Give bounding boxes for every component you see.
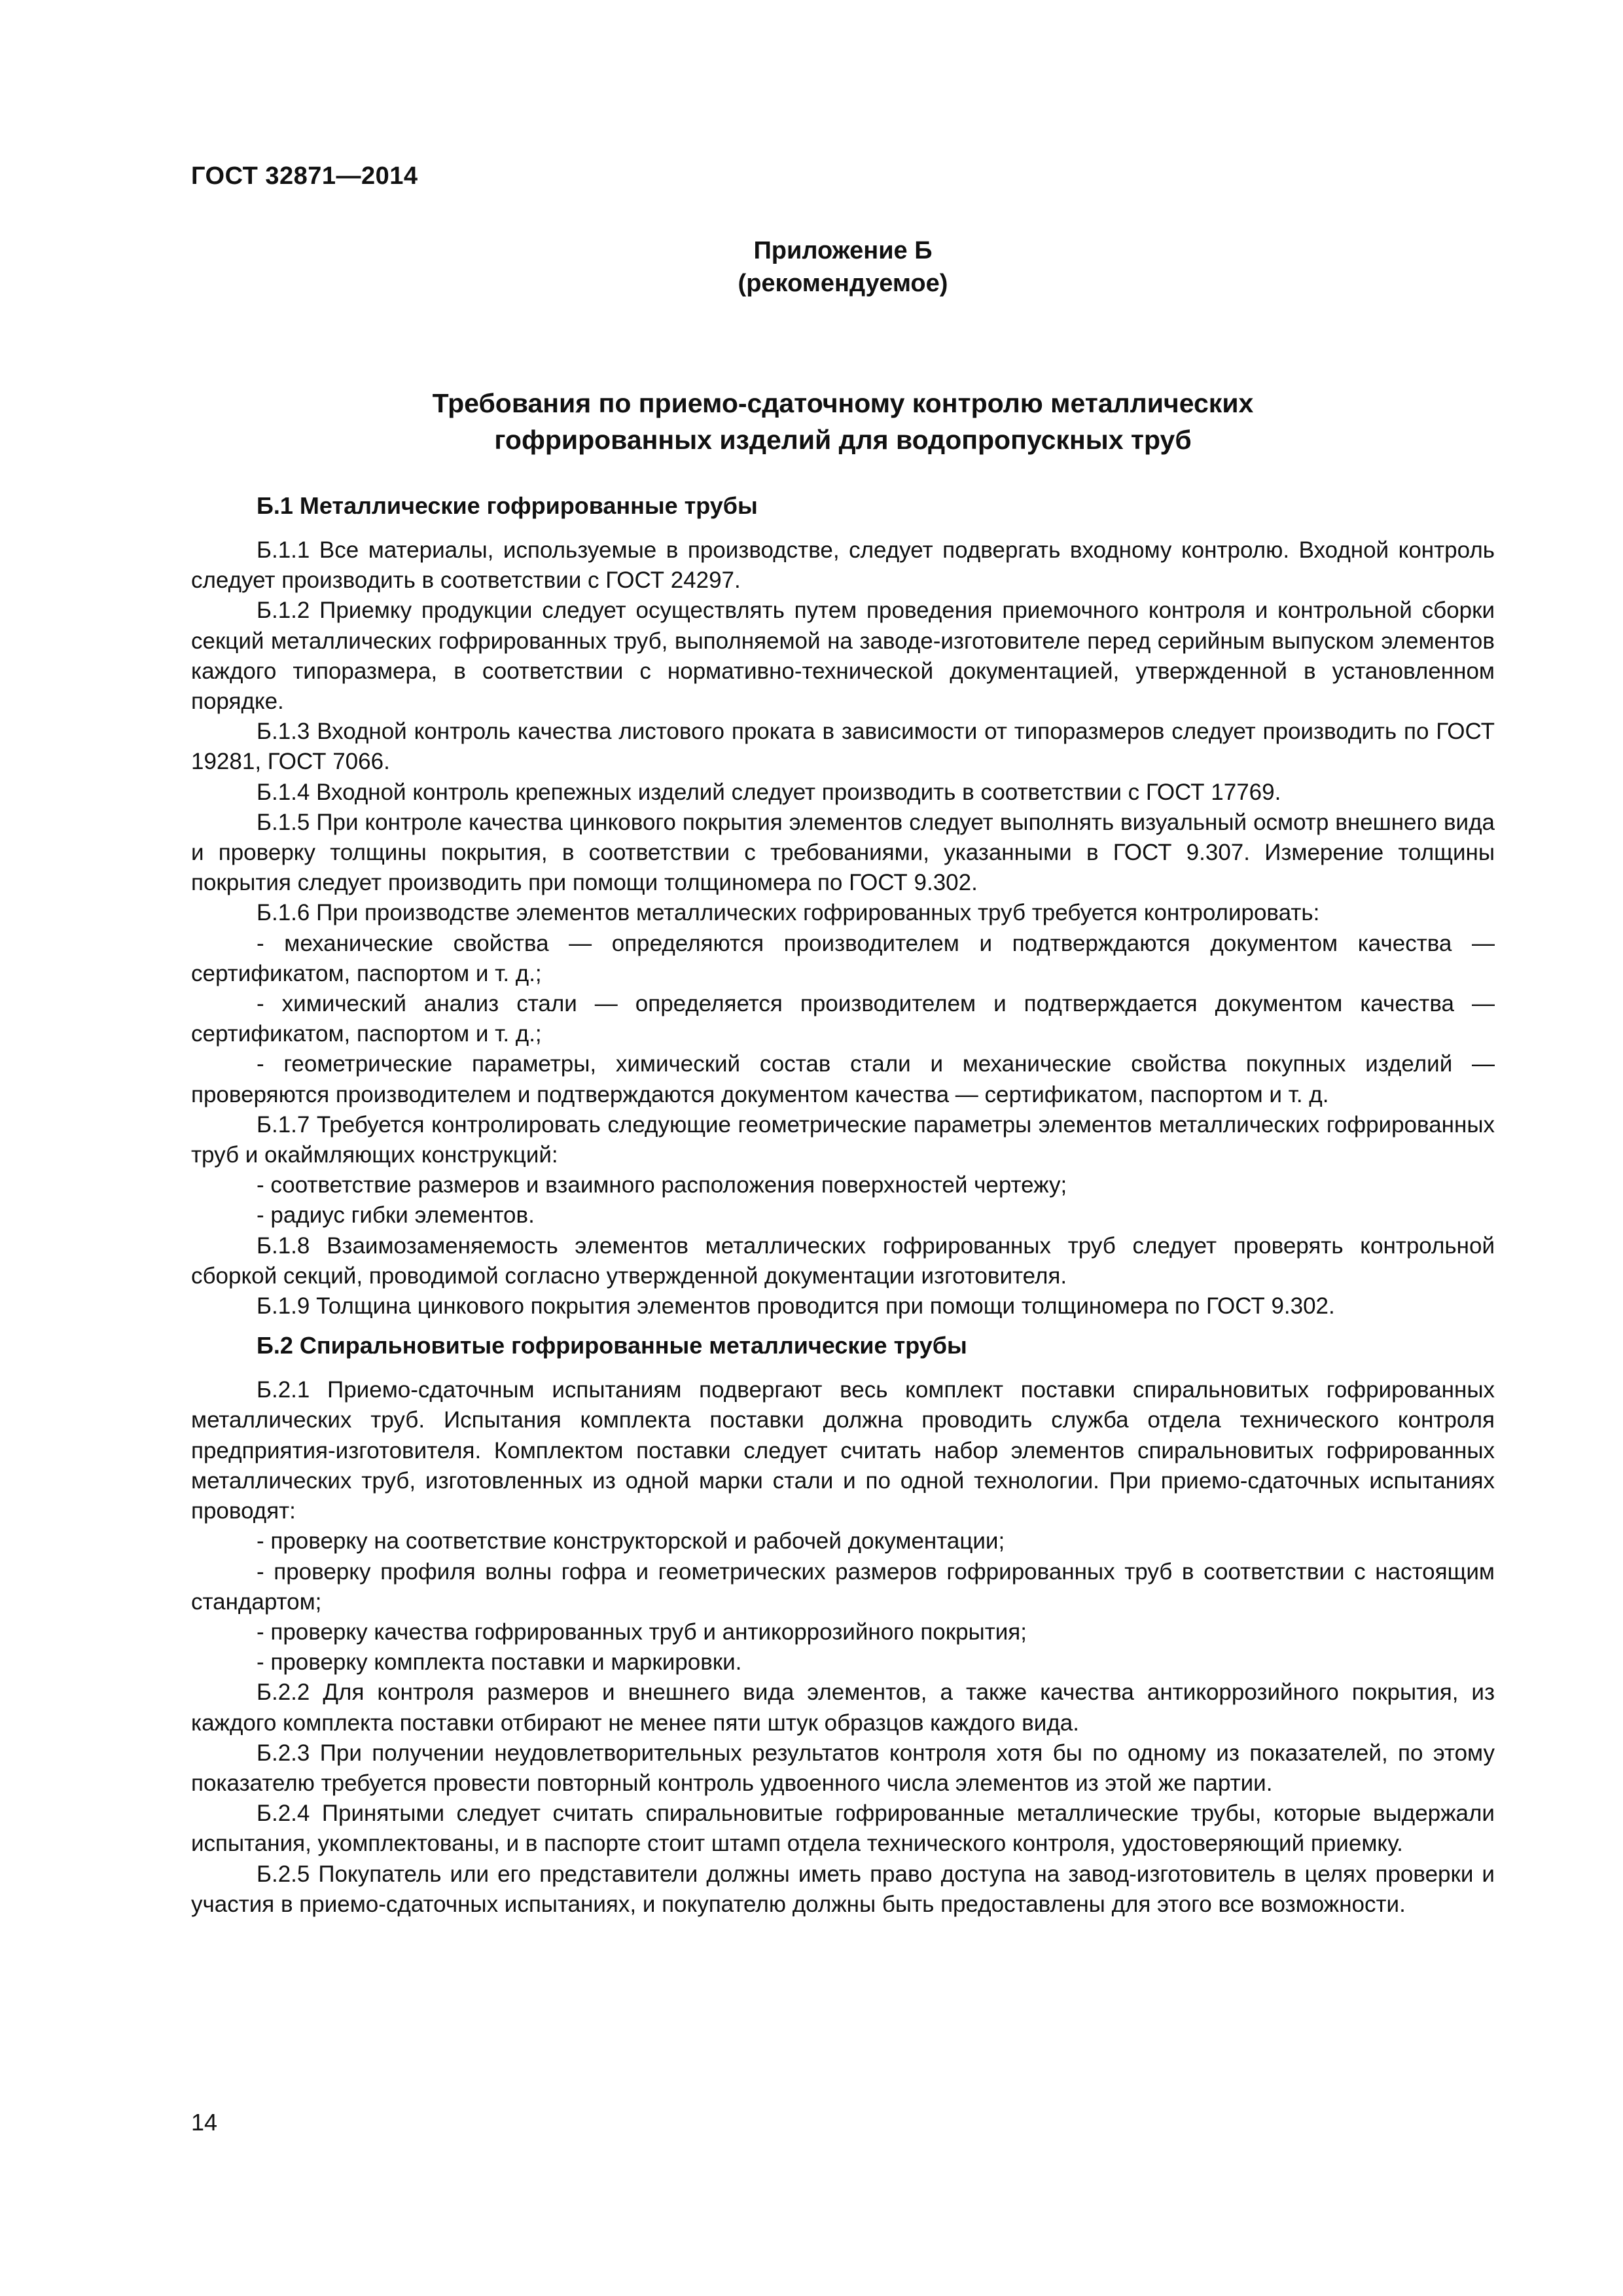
- paragraph-b2-1: Б.2.1 Приемо-сдаточным испытаниям подвергают весь комплект поставки спиральновитых гофрированных металлических труб. Испытания комплекта поставки должна проводить служба отдела технического контроля предприятия-изготовителя. Комплектом поставки следует считать набор элементов спиральновитых гофрированных металлических труб, изготовленных из одной марки стали и по одной технологии. При приемо-сдаточных испытаниях проводят:: [191, 1377, 1495, 1524]
- annex-heading: [191, 234, 1495, 300]
- paragraph-b2-4: Б.2.4 Принятыми следует считать спиральновитые гофрированные металлические трубы, которые выдержали испытания, укомплектованы, и в паспорте стоит штамп отдела технического контроля, удостоверяющий приемку.: [191, 1801, 1495, 1857]
- paragraph-b1-4: Б.1.4 Входной контроль крепежных изделий следует производить в соответствии с ГОСТ 17769.: [257, 779, 1281, 805]
- title-line-2: гофрированных изделий для водопропускных труб: [494, 425, 1192, 455]
- paragraph-b2-3: Б.2.3 При получении неудовлетворительных результатов контроля хотя бы по одному из показателей, по этому показателю требуется провести повторный контроль удвоенного числа элементов из этой же партии.: [191, 1740, 1495, 1796]
- paragraph-b1-8: Б.1.8 Взаимозаменяемость элементов металлических гофрированных труб следует проверять контрольной сборкой секций, проводимой согласно утвержденной документации изготовителя.: [191, 1232, 1495, 1289]
- paragraph-b1-5: Б.1.5 При контроле качества цинкового покрытия элементов следует выполнять визуальный осмотр внешнего вида и проверку толщины покрытия, в соответствии с требованиями, указанными в ГОСТ 9.307. Измерение толщины покрытия следует производить при помощи толщиномера по ГОСТ 9.302.: [191, 809, 1495, 896]
- list-item: - проверку профиля волны гофра и геометрических размеров гофрированных труб в соответствии с настоящим стандартом;: [191, 1558, 1495, 1615]
- paragraph-b2-2: Б.2.2 Для контроля размеров и внешнего вида элементов, а также качества антикоррозийного покрытия, из каждого комплекта поставки отбирают не менее пяти штук образцов каждого вида.: [191, 1679, 1495, 1736]
- page-title: [191, 385, 1495, 458]
- paragraph-b1-1: Б.1.1 Все материалы, используемые в производстве, следует подвергать входному контролю. Входной контроль следует производить в соответствии с ГОСТ 24297.: [191, 537, 1495, 594]
- page-number: 14: [191, 2109, 218, 2136]
- paragraph-b1-7: Б.1.7 Требуется контролировать следующие геометрические параметры элементов металлических гофрированных труб и окаймляющих конструкций:: [191, 1111, 1495, 1168]
- title-line-1: Требования по приемо-сдаточному контролю металлических: [432, 388, 1254, 418]
- document-code: ГОСТ 32871—2014: [191, 162, 418, 190]
- list-item: - проверку на соответствие конструкторской и рабочей документации;: [257, 1528, 1005, 1554]
- list-item: - радиус гибки элементов.: [257, 1202, 535, 1229]
- list-item: - проверку комплекта поставки и маркировки.: [257, 1649, 742, 1676]
- list-item: - проверку качества гофрированных труб и антикоррозийного покрытия;: [257, 1619, 1027, 1645]
- paragraph-b1-3: Б.1.3 Входной контроль качества листового проката в зависимости от типоразмеров следует производить по ГОСТ 19281, ГОСТ 7066.: [191, 719, 1495, 775]
- list-item: - механические свойства — определяются производителем и подтверждаются документом качества — сертификатом, паспортом и т. д.;: [191, 930, 1495, 986]
- paragraph-b2-5: Б.2.5 Покупатель или его представители должны иметь право доступа на завод-изготовитель в целях проверки и участия в приемо-сдаточных испытаниях, и покупателю должны быть предоставлены для этого все возможности.: [191, 1861, 1495, 1917]
- paragraph-b1-9: Б.1.9 Толщина цинкового покрытия элементов проводится при помощи толщиномера по ГОСТ 9.302.: [257, 1293, 1335, 1319]
- section-heading-b1: Б.1 Металлические гофрированные трубы: [257, 492, 758, 519]
- list-item: - соответствие размеров и взаимного расположения поверхностей чертежу;: [257, 1172, 1067, 1198]
- annex-status: (рекомендуемое): [738, 270, 948, 297]
- list-item: - химический анализ стали — определяется производителем и подтверждается документом качества — сертификатом, паспортом и т. д.;: [191, 991, 1495, 1047]
- paragraph-b1-6: Б.1.6 При производстве элементов металлических гофрированных труб требуется контролировать:: [257, 900, 1320, 926]
- document-body: [191, 491, 1495, 1920]
- section-heading-b2: Б.2 Спиральновитые гофрированные металлические трубы: [257, 1332, 967, 1359]
- list-item: - геометрические параметры, химический состав стали и механические свойства покупных изделий — проверяются производителем и подтверждаются документом качества — сертификатом, паспортом и т. д.: [191, 1051, 1495, 1107]
- paragraph-b1-2: Б.1.2 Приемку продукции следует осуществлять путем проведения приемочного контроля и контрольной сборки секций металлических гофрированных труб, выполняемой на заводе-изготовителе перед серийным выпуском элементов каждого типоразмера, в соответствии с нормативно-технической документацией, утвержденной в установленном порядке.: [191, 598, 1495, 715]
- annex-label: Приложение Б: [753, 237, 933, 264]
